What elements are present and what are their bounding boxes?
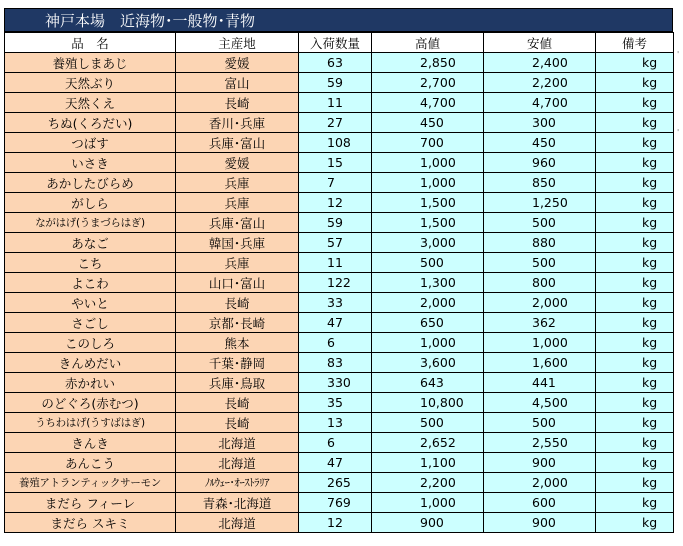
table-body [5, 53, 674, 533]
cell-origin: 北海道 [176, 513, 299, 533]
cell-unit: kg [596, 453, 674, 473]
cell-high: 2,000 [372, 293, 484, 313]
cell-origin: 韓国･兵庫 [176, 233, 299, 253]
table-row [5, 113, 674, 133]
table-row [5, 513, 674, 533]
cell-name: のどぐろ(赤むつ) [5, 393, 176, 413]
cell-name: がしら [5, 193, 176, 213]
cell-origin: 兵庫 [176, 173, 299, 193]
cell-origin: 愛媛 [176, 153, 299, 173]
header-note: 備考 [596, 33, 674, 53]
table-row [5, 413, 674, 433]
cell-qty: 57 [299, 233, 372, 253]
cell-name: 赤かれい [5, 373, 176, 393]
cell-qty: 108 [299, 133, 372, 153]
header-low: 安値 [484, 33, 596, 53]
stray-mark: ' [677, 128, 680, 137]
cell-low: 960 [484, 153, 596, 173]
cell-high: 2,652 [372, 433, 484, 453]
cell-unit: kg [596, 473, 674, 493]
cell-qty: 63 [299, 53, 372, 73]
cell-unit: kg [596, 353, 674, 373]
cell-unit: kg [596, 113, 674, 133]
cell-origin: 香川･兵庫 [176, 113, 299, 133]
cell-name: いさき [5, 153, 176, 173]
cell-name: このしろ [5, 333, 176, 353]
cell-name: うちわはげ(うすばはぎ) [5, 413, 176, 433]
cell-low: 600 [484, 493, 596, 513]
cell-qty: 769 [299, 493, 372, 513]
cell-qty: 7 [299, 173, 372, 193]
cell-name: さごし [5, 313, 176, 333]
cell-qty: 11 [299, 253, 372, 273]
cell-high: 1,100 [372, 453, 484, 473]
cell-name: ちぬ(くろだい) [5, 113, 176, 133]
cell-unit: kg [596, 173, 674, 193]
cell-qty: 6 [299, 433, 372, 453]
table-row [5, 273, 674, 293]
cell-origin: ﾉﾙｳｪｰ･ｵｰｽﾄﾗﾘｱ [176, 473, 299, 493]
header-row [5, 33, 674, 53]
cell-qty: 265 [299, 473, 372, 493]
cell-origin: 北海道 [176, 453, 299, 473]
cell-name: きんき [5, 433, 176, 453]
cell-high: 500 [372, 253, 484, 273]
table-row [5, 133, 674, 153]
cell-low: 4,500 [484, 393, 596, 413]
price-table [4, 32, 674, 533]
cell-low: 500 [484, 253, 596, 273]
cell-low: 2,000 [484, 293, 596, 313]
cell-name: まだら スキミ [5, 513, 176, 533]
cell-qty: 330 [299, 373, 372, 393]
cell-qty: 12 [299, 193, 372, 213]
cell-low: 900 [484, 453, 596, 473]
cell-unit: kg [596, 253, 674, 273]
cell-name: まだら フィーレ [5, 493, 176, 513]
cell-name: 天然ぶり [5, 73, 176, 93]
table-row [5, 433, 674, 453]
cell-name: ながはげ(うまづらはぎ) [5, 213, 176, 233]
cell-unit: kg [596, 333, 674, 353]
cell-unit: kg [596, 233, 674, 253]
cell-high: 450 [372, 113, 484, 133]
cell-unit: kg [596, 153, 674, 173]
cell-high: 2,200 [372, 473, 484, 493]
cell-name: あなご [5, 233, 176, 253]
header-origin: 主産地 [176, 33, 299, 53]
cell-high: 1,500 [372, 193, 484, 213]
cell-name: あかしたびらめ [5, 173, 176, 193]
table-row [5, 453, 674, 473]
cell-origin: 京都･長崎 [176, 313, 299, 333]
cell-low: 441 [484, 373, 596, 393]
cell-name: あんこう [5, 453, 176, 473]
cell-unit: kg [596, 133, 674, 153]
table-row [5, 213, 674, 233]
cell-origin: 北海道 [176, 433, 299, 453]
cell-high: 700 [372, 133, 484, 153]
cell-origin: 長崎 [176, 393, 299, 413]
table-row [5, 173, 674, 193]
cell-qty: 47 [299, 313, 372, 333]
cell-qty: 59 [299, 213, 372, 233]
cell-name: 養殖アトランティックサーモン [5, 473, 176, 493]
cell-low: 1,250 [484, 193, 596, 213]
table-row [5, 393, 674, 413]
cell-low: 500 [484, 413, 596, 433]
cell-name: 養殖しまあじ [5, 53, 176, 73]
cell-name: きんめだい [5, 353, 176, 373]
cell-unit: kg [596, 193, 674, 213]
cell-origin: 兵庫･富山 [176, 133, 299, 153]
table-row [5, 193, 674, 213]
cell-low: 2,200 [484, 73, 596, 93]
cell-low: 2,550 [484, 433, 596, 453]
cell-qty: 15 [299, 153, 372, 173]
cell-high: 1,000 [372, 153, 484, 173]
cell-name: つばす [5, 133, 176, 153]
cell-origin: 山口･富山 [176, 273, 299, 293]
price-sheet [4, 8, 673, 533]
cell-qty: 13 [299, 413, 372, 433]
table-row [5, 353, 674, 373]
cell-high: 4,700 [372, 93, 484, 113]
cell-qty: 47 [299, 453, 372, 473]
table-row [5, 53, 674, 73]
table-row [5, 473, 674, 493]
cell-high: 1,300 [372, 273, 484, 293]
cell-high: 1,000 [372, 493, 484, 513]
cell-high: 2,850 [372, 53, 484, 73]
cell-origin: 青森･北海道 [176, 493, 299, 513]
cell-unit: kg [596, 213, 674, 233]
sheet-title: 神戸本場 近海物･一般物･青物 [4, 8, 673, 32]
cell-low: 2,000 [484, 473, 596, 493]
cell-high: 643 [372, 373, 484, 393]
cell-low: 300 [484, 113, 596, 133]
table-row [5, 493, 674, 513]
cell-name: 天然くえ [5, 93, 176, 113]
cell-high: 10,800 [372, 393, 484, 413]
cell-low: 450 [484, 133, 596, 153]
table-row [5, 313, 674, 333]
cell-low: 800 [484, 273, 596, 293]
cell-high: 2,700 [372, 73, 484, 93]
cell-low: 900 [484, 513, 596, 533]
table-row [5, 233, 674, 253]
cell-qty: 6 [299, 333, 372, 353]
header-qty: 入荷数量 [299, 33, 372, 53]
cell-origin: 千葉･静岡 [176, 353, 299, 373]
cell-qty: 122 [299, 273, 372, 293]
cell-unit: kg [596, 313, 674, 333]
cell-low: 1,000 [484, 333, 596, 353]
cell-name: やいと [5, 293, 176, 313]
cell-unit: kg [596, 413, 674, 433]
cell-unit: kg [596, 373, 674, 393]
cell-qty: 27 [299, 113, 372, 133]
cell-origin: 長崎 [176, 413, 299, 433]
cell-high: 3,600 [372, 353, 484, 373]
cell-unit: kg [596, 73, 674, 93]
cell-low: 1,600 [484, 353, 596, 373]
header-high: 高値 [372, 33, 484, 53]
cell-qty: 11 [299, 93, 372, 113]
cell-unit: kg [596, 393, 674, 413]
cell-high: 1,000 [372, 173, 484, 193]
cell-origin: 兵庫･鳥取 [176, 373, 299, 393]
cell-name: よこわ [5, 273, 176, 293]
cell-name: こち [5, 253, 176, 273]
cell-origin: 富山 [176, 73, 299, 93]
cell-origin: 熊本 [176, 333, 299, 353]
cell-origin: 長崎 [176, 93, 299, 113]
stray-mark: ' [677, 50, 680, 59]
cell-qty: 59 [299, 73, 372, 93]
cell-high: 500 [372, 413, 484, 433]
cell-unit: kg [596, 433, 674, 453]
cell-high: 1,500 [372, 213, 484, 233]
cell-origin: 長崎 [176, 293, 299, 313]
cell-low: 850 [484, 173, 596, 193]
cell-unit: kg [596, 493, 674, 513]
table-row [5, 73, 674, 93]
cell-unit: kg [596, 273, 674, 293]
cell-low: 2,400 [484, 53, 596, 73]
cell-high: 3,000 [372, 233, 484, 253]
cell-origin: 兵庫･富山 [176, 213, 299, 233]
cell-qty: 12 [299, 513, 372, 533]
cell-low: 4,700 [484, 93, 596, 113]
cell-high: 900 [372, 513, 484, 533]
table-row [5, 153, 674, 173]
cell-unit: kg [596, 53, 674, 73]
cell-low: 362 [484, 313, 596, 333]
table-row [5, 373, 674, 393]
header-name: 品 名 [5, 33, 176, 53]
table-row [5, 93, 674, 113]
cell-high: 650 [372, 313, 484, 333]
table-row [5, 333, 674, 353]
cell-qty: 83 [299, 353, 372, 373]
cell-qty: 33 [299, 293, 372, 313]
cell-low: 880 [484, 233, 596, 253]
cell-origin: 愛媛 [176, 53, 299, 73]
cell-origin: 兵庫 [176, 253, 299, 273]
cell-unit: kg [596, 513, 674, 533]
cell-low: 500 [484, 213, 596, 233]
cell-origin: 兵庫 [176, 193, 299, 213]
table-row [5, 253, 674, 273]
cell-unit: kg [596, 93, 674, 113]
table-row [5, 293, 674, 313]
cell-unit: kg [596, 293, 674, 313]
cell-high: 1,000 [372, 333, 484, 353]
cell-qty: 35 [299, 393, 372, 413]
